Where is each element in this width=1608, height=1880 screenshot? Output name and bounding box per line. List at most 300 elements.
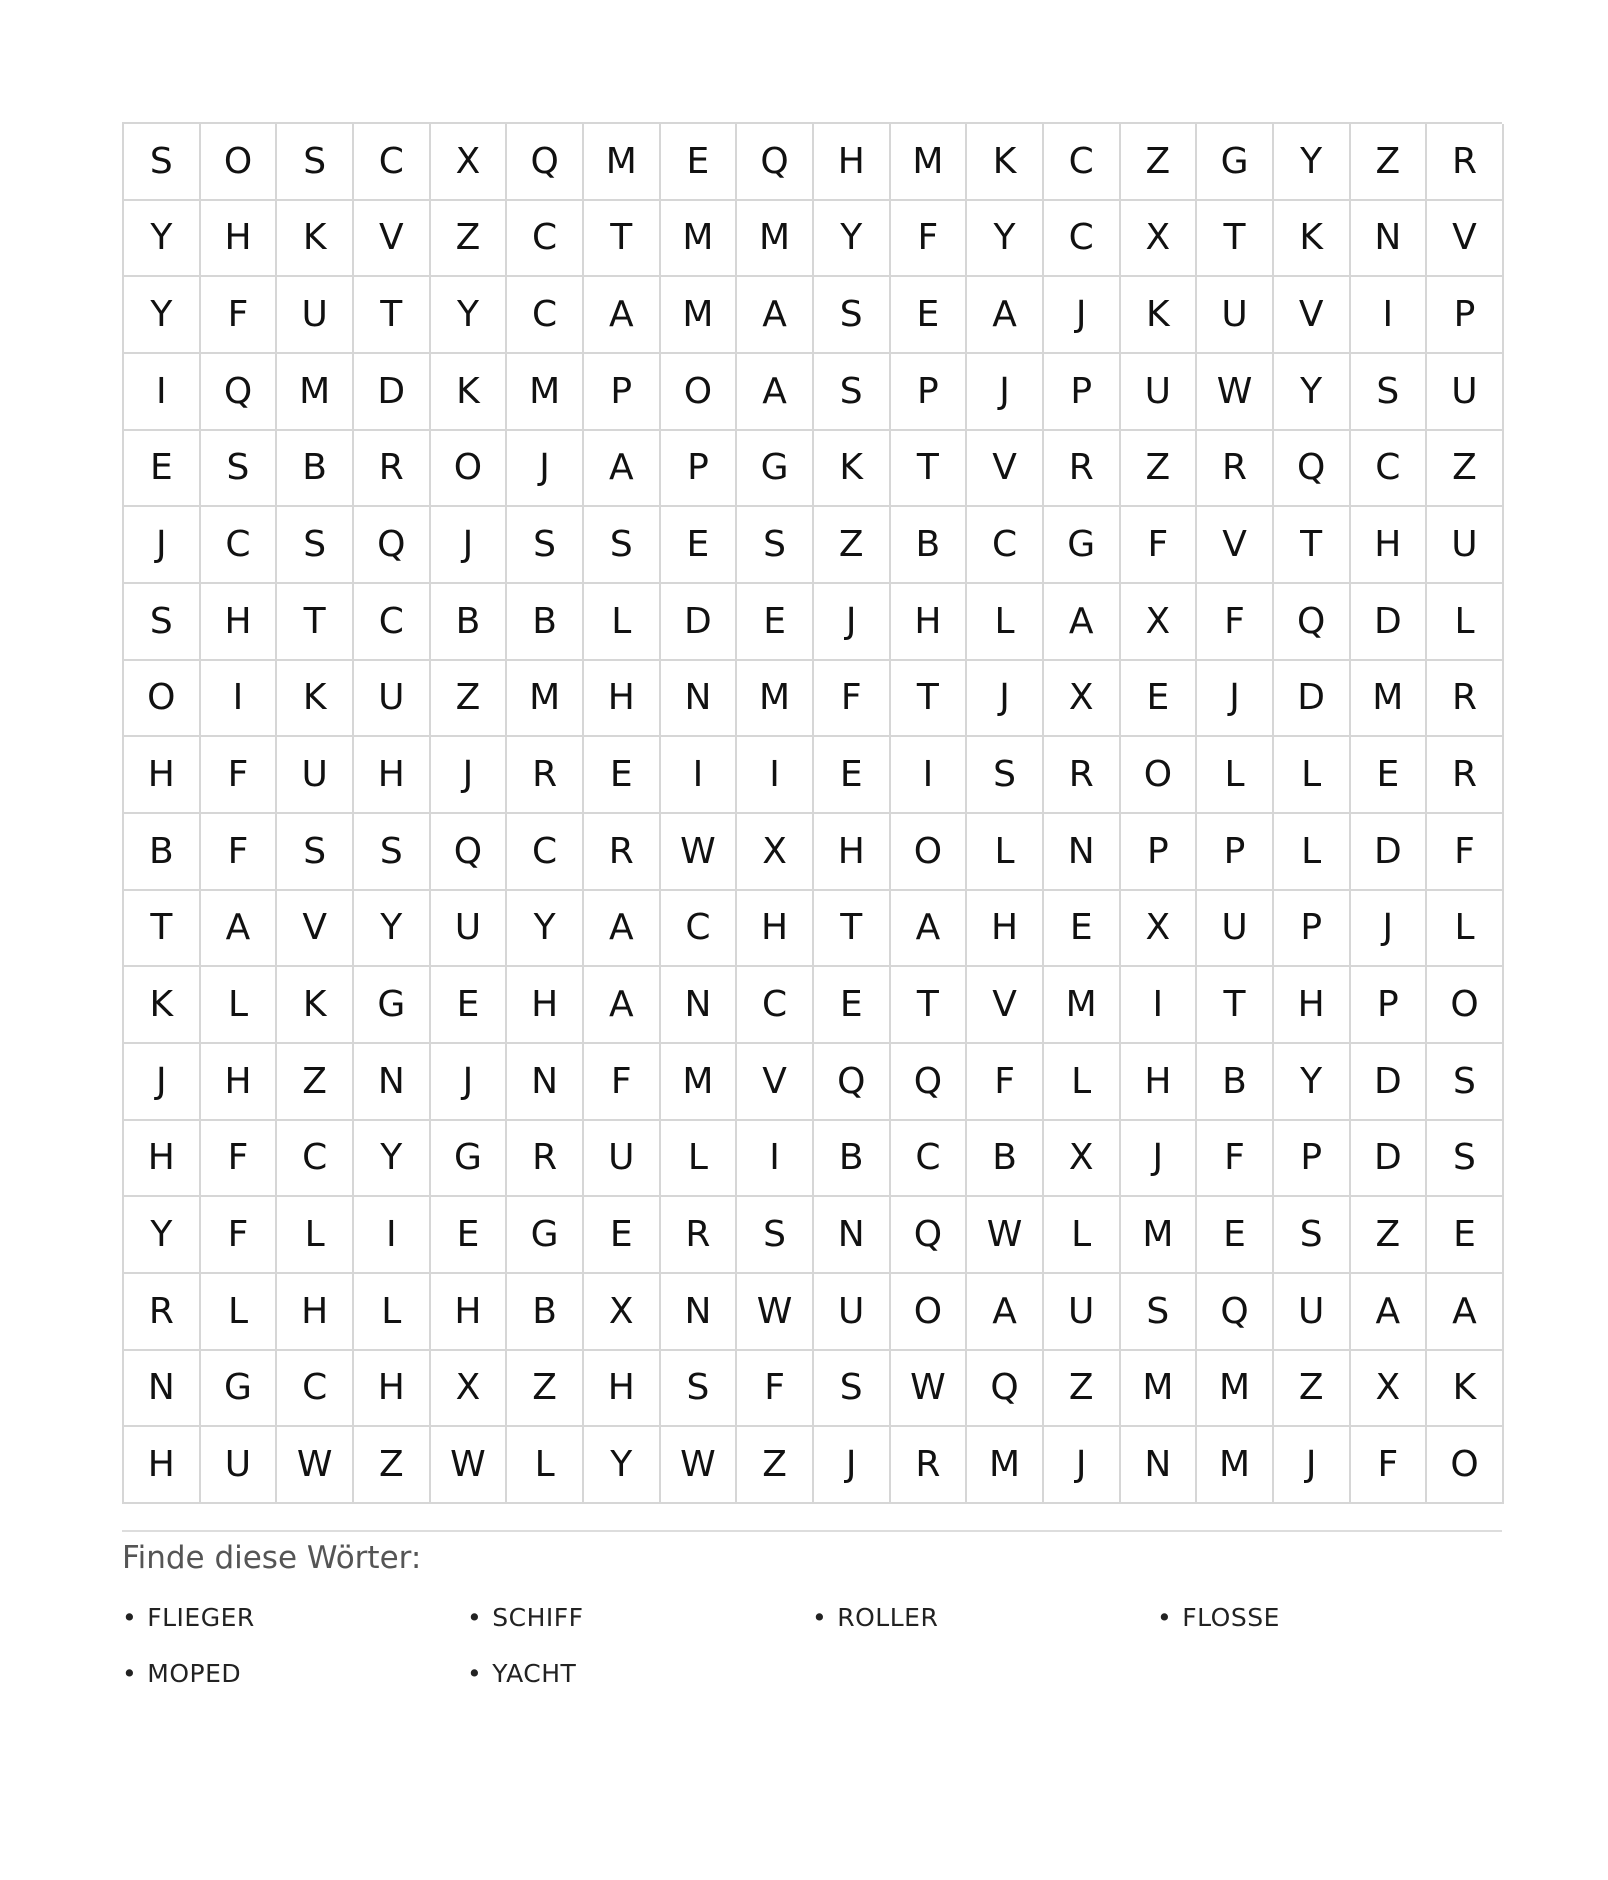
grid-cell[interactable]: R — [1427, 737, 1504, 814]
grid-cell[interactable]: Y — [124, 201, 201, 278]
grid-cell[interactable]: J — [1274, 1427, 1351, 1504]
grid-cell[interactable]: S — [737, 507, 814, 584]
grid-cell[interactable]: Z — [1121, 431, 1198, 508]
grid-cell[interactable]: U — [1197, 891, 1274, 968]
grid-cell[interactable]: H — [584, 661, 661, 738]
grid-cell[interactable]: C — [201, 507, 278, 584]
grid-cell[interactable]: L — [277, 1197, 354, 1274]
grid-cell[interactable]: O — [431, 431, 508, 508]
grid-cell[interactable]: R — [507, 1121, 584, 1198]
grid-cell[interactable]: B — [507, 1274, 584, 1351]
grid-cell[interactable]: E — [661, 507, 738, 584]
grid-cell[interactable]: Q — [354, 507, 431, 584]
grid-cell[interactable]: T — [891, 661, 968, 738]
grid-cell[interactable]: H — [814, 814, 891, 891]
grid-cell[interactable]: G — [1197, 124, 1274, 201]
grid-cell[interactable]: Y — [124, 1197, 201, 1274]
grid-cell[interactable]: E — [431, 967, 508, 1044]
grid-cell[interactable]: Y — [967, 201, 1044, 278]
grid-cell[interactable]: U — [431, 891, 508, 968]
grid-cell[interactable]: V — [354, 201, 431, 278]
grid-cell[interactable]: H — [124, 1121, 201, 1198]
grid-cell[interactable]: E — [1121, 661, 1198, 738]
grid-cell[interactable]: M — [891, 124, 968, 201]
grid-cell[interactable]: T — [814, 891, 891, 968]
grid-cell[interactable]: A — [891, 891, 968, 968]
grid-cell[interactable]: H — [354, 737, 431, 814]
grid-cell[interactable]: G — [201, 1351, 278, 1428]
grid-cell[interactable]: J — [1044, 1427, 1121, 1504]
grid-cell[interactable]: Y — [431, 277, 508, 354]
grid-cell[interactable]: H — [1121, 1044, 1198, 1121]
grid-cell[interactable]: S — [124, 124, 201, 201]
grid-cell[interactable]: Z — [354, 1427, 431, 1504]
grid-cell[interactable]: S — [1121, 1274, 1198, 1351]
grid-cell[interactable]: V — [1274, 277, 1351, 354]
grid-cell[interactable]: M — [1121, 1197, 1198, 1274]
grid-cell[interactable]: S — [277, 124, 354, 201]
grid-cell[interactable]: B — [814, 1121, 891, 1198]
grid-cell[interactable]: Z — [1427, 431, 1504, 508]
grid-cell[interactable]: H — [354, 1351, 431, 1428]
grid-cell[interactable]: Y — [1274, 1044, 1351, 1121]
grid-cell[interactable]: Z — [1351, 1197, 1428, 1274]
grid-cell[interactable]: J — [1351, 891, 1428, 968]
grid-cell[interactable]: J — [124, 1044, 201, 1121]
grid-cell[interactable]: N — [814, 1197, 891, 1274]
grid-cell[interactable]: X — [1121, 891, 1198, 968]
grid-cell[interactable]: U — [1274, 1274, 1351, 1351]
grid-cell[interactable]: W — [967, 1197, 1044, 1274]
grid-cell[interactable]: U — [584, 1121, 661, 1198]
grid-cell[interactable]: F — [1351, 1427, 1428, 1504]
grid-cell[interactable]: V — [277, 891, 354, 968]
grid-cell[interactable]: T — [891, 967, 968, 1044]
grid-cell[interactable]: Y — [354, 891, 431, 968]
grid-cell[interactable]: X — [737, 814, 814, 891]
grid-cell[interactable]: M — [1197, 1427, 1274, 1504]
grid-cell[interactable]: S — [661, 1351, 738, 1428]
grid-cell[interactable]: F — [201, 1121, 278, 1198]
grid-cell[interactable]: L — [584, 584, 661, 661]
grid-cell[interactable]: D — [354, 354, 431, 431]
grid-cell[interactable]: Q — [507, 124, 584, 201]
grid-cell[interactable]: S — [1427, 1121, 1504, 1198]
grid-cell[interactable]: Q — [1274, 431, 1351, 508]
grid-cell[interactable]: F — [891, 201, 968, 278]
grid-cell[interactable]: C — [891, 1121, 968, 1198]
grid-cell[interactable]: Z — [1044, 1351, 1121, 1428]
grid-cell[interactable]: F — [201, 737, 278, 814]
grid-cell[interactable]: J — [967, 661, 1044, 738]
grid-cell[interactable]: Y — [584, 1427, 661, 1504]
grid-cell[interactable]: B — [431, 584, 508, 661]
grid-cell[interactable]: N — [354, 1044, 431, 1121]
grid-cell[interactable]: H — [891, 584, 968, 661]
grid-cell[interactable]: S — [507, 507, 584, 584]
grid-cell[interactable]: S — [354, 814, 431, 891]
grid-cell[interactable]: L — [1044, 1197, 1121, 1274]
grid-cell[interactable]: X — [431, 124, 508, 201]
grid-cell[interactable]: H — [124, 737, 201, 814]
grid-cell[interactable]: C — [967, 507, 1044, 584]
grid-cell[interactable]: V — [967, 967, 1044, 1044]
grid-cell[interactable]: C — [277, 1351, 354, 1428]
grid-cell[interactable]: O — [1121, 737, 1198, 814]
grid-cell[interactable]: S — [814, 277, 891, 354]
grid-cell[interactable]: Y — [507, 891, 584, 968]
grid-cell[interactable]: J — [431, 737, 508, 814]
grid-cell[interactable]: S — [277, 507, 354, 584]
grid-cell[interactable]: E — [891, 277, 968, 354]
grid-cell[interactable]: M — [737, 201, 814, 278]
grid-cell[interactable]: S — [967, 737, 1044, 814]
grid-cell[interactable]: Y — [124, 277, 201, 354]
grid-cell[interactable]: D — [1351, 1121, 1428, 1198]
grid-cell[interactable]: E — [661, 124, 738, 201]
grid-cell[interactable]: A — [737, 277, 814, 354]
grid-cell[interactable]: W — [431, 1427, 508, 1504]
grid-cell[interactable]: R — [507, 737, 584, 814]
grid-cell[interactable]: E — [1197, 1197, 1274, 1274]
grid-cell[interactable]: H — [507, 967, 584, 1044]
grid-cell[interactable]: S — [1274, 1197, 1351, 1274]
grid-cell[interactable]: P — [1427, 277, 1504, 354]
grid-cell[interactable]: A — [584, 431, 661, 508]
grid-cell[interactable]: R — [661, 1197, 738, 1274]
grid-cell[interactable]: F — [201, 1197, 278, 1274]
grid-cell[interactable]: S — [584, 507, 661, 584]
grid-cell[interactable]: E — [124, 431, 201, 508]
grid-cell[interactable]: Z — [737, 1427, 814, 1504]
grid-cell[interactable]: U — [1044, 1274, 1121, 1351]
grid-cell[interactable]: F — [967, 1044, 1044, 1121]
grid-cell[interactable]: I — [124, 354, 201, 431]
grid-cell[interactable]: R — [1197, 431, 1274, 508]
grid-cell[interactable]: K — [124, 967, 201, 1044]
grid-cell[interactable]: C — [1044, 201, 1121, 278]
grid-cell[interactable]: K — [431, 354, 508, 431]
grid-cell[interactable]: C — [507, 814, 584, 891]
grid-cell[interactable]: F — [814, 661, 891, 738]
grid-cell[interactable]: Z — [1274, 1351, 1351, 1428]
grid-cell[interactable]: E — [1351, 737, 1428, 814]
grid-cell[interactable]: S — [737, 1197, 814, 1274]
grid-cell[interactable]: N — [661, 967, 738, 1044]
grid-cell[interactable]: M — [277, 354, 354, 431]
grid-cell[interactable]: A — [584, 967, 661, 1044]
grid-cell[interactable]: Z — [431, 201, 508, 278]
grid-cell[interactable]: D — [661, 584, 738, 661]
grid-cell[interactable]: E — [584, 737, 661, 814]
grid-cell[interactable]: H — [201, 1044, 278, 1121]
grid-cell[interactable]: M — [584, 124, 661, 201]
grid-cell[interactable]: L — [201, 967, 278, 1044]
grid-cell[interactable]: C — [737, 967, 814, 1044]
grid-cell[interactable]: U — [1121, 354, 1198, 431]
grid-cell[interactable]: C — [661, 891, 738, 968]
grid-cell[interactable]: H — [967, 891, 1044, 968]
grid-cell[interactable]: V — [1197, 507, 1274, 584]
grid-cell[interactable]: H — [431, 1274, 508, 1351]
grid-cell[interactable]: C — [277, 1121, 354, 1198]
grid-cell[interactable]: J — [124, 507, 201, 584]
grid-cell[interactable]: D — [1351, 584, 1428, 661]
grid-cell[interactable]: T — [124, 891, 201, 968]
grid-cell[interactable]: H — [201, 584, 278, 661]
grid-cell[interactable]: I — [891, 737, 968, 814]
grid-cell[interactable]: N — [661, 1274, 738, 1351]
grid-cell[interactable]: O — [1427, 1427, 1504, 1504]
grid-cell[interactable]: M — [507, 661, 584, 738]
grid-cell[interactable]: O — [201, 124, 278, 201]
grid-cell[interactable]: K — [814, 431, 891, 508]
grid-cell[interactable]: I — [1351, 277, 1428, 354]
grid-cell[interactable]: A — [737, 354, 814, 431]
grid-cell[interactable]: H — [737, 891, 814, 968]
grid-cell[interactable]: B — [124, 814, 201, 891]
grid-cell[interactable]: G — [507, 1197, 584, 1274]
grid-cell[interactable]: H — [201, 201, 278, 278]
grid-cell[interactable]: C — [354, 124, 431, 201]
grid-cell[interactable]: T — [891, 431, 968, 508]
grid-cell[interactable]: M — [661, 201, 738, 278]
grid-cell[interactable]: J — [967, 354, 1044, 431]
grid-cell[interactable]: B — [507, 584, 584, 661]
grid-cell[interactable]: A — [584, 277, 661, 354]
grid-cell[interactable]: T — [277, 584, 354, 661]
grid-cell[interactable]: W — [661, 1427, 738, 1504]
grid-cell[interactable]: F — [737, 1351, 814, 1428]
grid-cell[interactable]: K — [1427, 1351, 1504, 1428]
grid-cell[interactable]: J — [814, 1427, 891, 1504]
grid-cell[interactable]: C — [1351, 431, 1428, 508]
grid-cell[interactable]: S — [124, 584, 201, 661]
grid-cell[interactable]: C — [507, 277, 584, 354]
grid-cell[interactable]: M — [1121, 1351, 1198, 1428]
grid-cell[interactable]: I — [661, 737, 738, 814]
grid-cell[interactable]: S — [1427, 1044, 1504, 1121]
grid-cell[interactable]: L — [507, 1427, 584, 1504]
grid-cell[interactable]: K — [277, 661, 354, 738]
grid-cell[interactable]: U — [1197, 277, 1274, 354]
grid-cell[interactable]: L — [1274, 814, 1351, 891]
grid-cell[interactable]: R — [584, 814, 661, 891]
grid-cell[interactable]: R — [124, 1274, 201, 1351]
grid-cell[interactable]: N — [661, 661, 738, 738]
grid-cell[interactable]: P — [661, 431, 738, 508]
grid-cell[interactable]: F — [201, 277, 278, 354]
grid-cell[interactable]: M — [737, 661, 814, 738]
grid-cell[interactable]: J — [814, 584, 891, 661]
grid-cell[interactable]: Q — [891, 1197, 968, 1274]
grid-cell[interactable]: S — [277, 814, 354, 891]
grid-cell[interactable]: F — [1427, 814, 1504, 891]
grid-cell[interactable]: M — [967, 1427, 1044, 1504]
grid-cell[interactable]: Q — [431, 814, 508, 891]
grid-cell[interactable]: Z — [277, 1044, 354, 1121]
grid-cell[interactable]: T — [1274, 507, 1351, 584]
grid-cell[interactable]: Q — [737, 124, 814, 201]
grid-cell[interactable]: R — [1427, 124, 1504, 201]
grid-cell[interactable]: J — [431, 1044, 508, 1121]
grid-cell[interactable]: Q — [891, 1044, 968, 1121]
grid-cell[interactable]: M — [507, 354, 584, 431]
grid-cell[interactable]: J — [431, 507, 508, 584]
grid-cell[interactable]: L — [1044, 1044, 1121, 1121]
grid-cell[interactable]: J — [1044, 277, 1121, 354]
grid-cell[interactable]: T — [1197, 967, 1274, 1044]
grid-cell[interactable]: B — [967, 1121, 1044, 1198]
grid-cell[interactable]: M — [1197, 1351, 1274, 1428]
grid-cell[interactable]: R — [1044, 431, 1121, 508]
grid-cell[interactable]: L — [661, 1121, 738, 1198]
grid-cell[interactable]: O — [661, 354, 738, 431]
grid-cell[interactable]: A — [584, 891, 661, 968]
grid-cell[interactable]: E — [814, 737, 891, 814]
grid-cell[interactable]: Y — [1274, 124, 1351, 201]
grid-cell[interactable]: E — [737, 584, 814, 661]
grid-cell[interactable]: P — [1274, 891, 1351, 968]
grid-cell[interactable]: Y — [814, 201, 891, 278]
grid-cell[interactable]: A — [1044, 584, 1121, 661]
grid-cell[interactable]: Q — [967, 1351, 1044, 1428]
grid-cell[interactable]: L — [1197, 737, 1274, 814]
grid-cell[interactable]: H — [1351, 507, 1428, 584]
grid-cell[interactable]: X — [1044, 1121, 1121, 1198]
grid-cell[interactable]: Z — [1351, 124, 1428, 201]
grid-cell[interactable]: A — [967, 277, 1044, 354]
grid-cell[interactable]: W — [277, 1427, 354, 1504]
grid-cell[interactable]: C — [1044, 124, 1121, 201]
grid-cell[interactable]: G — [737, 431, 814, 508]
grid-cell[interactable]: X — [1044, 661, 1121, 738]
grid-cell[interactable]: U — [354, 661, 431, 738]
grid-cell[interactable]: W — [661, 814, 738, 891]
grid-cell[interactable]: I — [737, 1121, 814, 1198]
grid-cell[interactable]: I — [354, 1197, 431, 1274]
grid-cell[interactable]: H — [1274, 967, 1351, 1044]
grid-cell[interactable]: G — [431, 1121, 508, 1198]
grid-cell[interactable]: X — [431, 1351, 508, 1428]
grid-cell[interactable]: V — [737, 1044, 814, 1121]
grid-cell[interactable]: O — [124, 661, 201, 738]
grid-cell[interactable]: P — [1121, 814, 1198, 891]
grid-cell[interactable]: X — [1351, 1351, 1428, 1428]
grid-cell[interactable]: H — [584, 1351, 661, 1428]
grid-cell[interactable]: P — [1197, 814, 1274, 891]
grid-cell[interactable]: S — [814, 354, 891, 431]
grid-cell[interactable]: Q — [1197, 1274, 1274, 1351]
grid-cell[interactable]: N — [1121, 1427, 1198, 1504]
grid-cell[interactable]: K — [277, 967, 354, 1044]
grid-cell[interactable]: L — [1274, 737, 1351, 814]
grid-cell[interactable]: N — [124, 1351, 201, 1428]
grid-cell[interactable]: F — [584, 1044, 661, 1121]
grid-cell[interactable]: E — [584, 1197, 661, 1274]
grid-cell[interactable]: U — [1427, 354, 1504, 431]
grid-cell[interactable]: X — [1121, 584, 1198, 661]
grid-cell[interactable]: V — [967, 431, 1044, 508]
grid-cell[interactable]: M — [661, 277, 738, 354]
grid-cell[interactable]: F — [1197, 584, 1274, 661]
grid-cell[interactable]: V — [1427, 201, 1504, 278]
grid-cell[interactable]: M — [1351, 661, 1428, 738]
grid-cell[interactable]: A — [1351, 1274, 1428, 1351]
grid-cell[interactable]: G — [354, 967, 431, 1044]
grid-cell[interactable]: U — [814, 1274, 891, 1351]
grid-cell[interactable]: K — [1121, 277, 1198, 354]
grid-cell[interactable]: Y — [354, 1121, 431, 1198]
grid-cell[interactable]: Z — [814, 507, 891, 584]
grid-cell[interactable]: P — [891, 354, 968, 431]
grid-cell[interactable]: N — [1351, 201, 1428, 278]
grid-cell[interactable]: E — [1044, 891, 1121, 968]
grid-cell[interactable]: H — [814, 124, 891, 201]
grid-cell[interactable]: W — [1197, 354, 1274, 431]
grid-cell[interactable]: Z — [431, 661, 508, 738]
grid-cell[interactable]: W — [737, 1274, 814, 1351]
grid-cell[interactable]: M — [661, 1044, 738, 1121]
grid-cell[interactable]: L — [967, 814, 1044, 891]
grid-cell[interactable]: S — [201, 431, 278, 508]
grid-cell[interactable]: S — [814, 1351, 891, 1428]
grid-cell[interactable]: E — [1427, 1197, 1504, 1274]
grid-cell[interactable]: S — [1351, 354, 1428, 431]
grid-cell[interactable]: W — [891, 1351, 968, 1428]
grid-cell[interactable]: L — [201, 1274, 278, 1351]
grid-cell[interactable]: Q — [814, 1044, 891, 1121]
grid-cell[interactable]: J — [1121, 1121, 1198, 1198]
grid-cell[interactable]: J — [507, 431, 584, 508]
grid-cell[interactable]: A — [201, 891, 278, 968]
grid-cell[interactable]: M — [1044, 967, 1121, 1044]
grid-cell[interactable]: N — [507, 1044, 584, 1121]
grid-cell[interactable]: T — [354, 277, 431, 354]
grid-cell[interactable]: L — [1427, 584, 1504, 661]
grid-cell[interactable]: D — [1274, 661, 1351, 738]
grid-cell[interactable]: B — [1197, 1044, 1274, 1121]
grid-cell[interactable]: U — [1427, 507, 1504, 584]
grid-cell[interactable]: Z — [507, 1351, 584, 1428]
grid-cell[interactable]: A — [967, 1274, 1044, 1351]
grid-cell[interactable]: C — [507, 201, 584, 278]
grid-cell[interactable]: I — [1121, 967, 1198, 1044]
grid-cell[interactable]: U — [277, 277, 354, 354]
grid-cell[interactable]: E — [814, 967, 891, 1044]
grid-cell[interactable]: H — [277, 1274, 354, 1351]
grid-cell[interactable]: D — [1351, 1044, 1428, 1121]
grid-cell[interactable]: R — [1427, 661, 1504, 738]
grid-cell[interactable]: B — [277, 431, 354, 508]
grid-cell[interactable]: Q — [1274, 584, 1351, 661]
grid-cell[interactable]: R — [891, 1427, 968, 1504]
grid-cell[interactable]: D — [1351, 814, 1428, 891]
grid-cell[interactable]: O — [891, 814, 968, 891]
grid-cell[interactable]: T — [584, 201, 661, 278]
grid-cell[interactable]: H — [124, 1427, 201, 1504]
grid-cell[interactable]: K — [1274, 201, 1351, 278]
grid-cell[interactable]: L — [354, 1274, 431, 1351]
grid-cell[interactable]: F — [1121, 507, 1198, 584]
grid-cell[interactable]: U — [201, 1427, 278, 1504]
grid-cell[interactable]: A — [1427, 1274, 1504, 1351]
grid-cell[interactable]: Z — [1121, 124, 1198, 201]
grid-cell[interactable]: X — [584, 1274, 661, 1351]
grid-cell[interactable]: E — [431, 1197, 508, 1274]
grid-cell[interactable]: Q — [201, 354, 278, 431]
grid-cell[interactable]: G — [1044, 507, 1121, 584]
